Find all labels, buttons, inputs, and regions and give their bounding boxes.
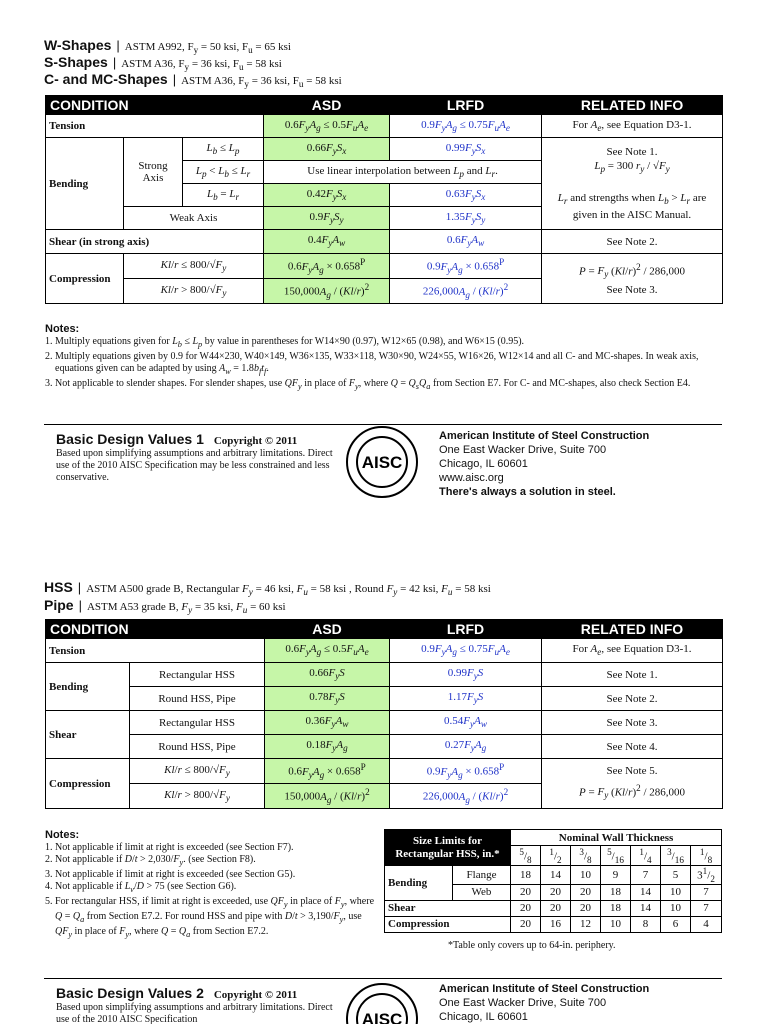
note-item: 3. Not applicable to slender shapes. For slender shapes, use $QF_y$ in place of $F_y$, where $Q = Q_sQ_a$ from Section E7. For C- and MC-shapes, also check Section E4. xyxy=(45,378,691,391)
col-condition: CONDITION xyxy=(46,96,264,115)
row-label: Tension xyxy=(46,639,265,663)
table-cell: 4 xyxy=(691,916,722,932)
header-title: Pipe xyxy=(44,597,74,613)
website-link[interactable]: www.aisc.org xyxy=(439,472,504,484)
condition-cell: Rectangular HSS xyxy=(130,663,265,687)
header-title: W-Shapes xyxy=(44,37,112,53)
table-cell: 14 xyxy=(631,884,661,900)
w-shapes-design-table xyxy=(45,95,723,304)
hss-design-table xyxy=(45,619,723,809)
condition-cell: $L_b \le L_p$ xyxy=(183,138,264,161)
lrfd-value: $1.17F_yS$ xyxy=(390,687,542,711)
related-info: See Note 3. xyxy=(542,711,723,735)
lrfd-value: $0.54F_yA_w$ xyxy=(390,711,542,735)
header-title: S-Shapes xyxy=(44,54,108,70)
note-item: 2. Not applicable if $D/t > 2,030/F_y$. (see Section F8). xyxy=(45,854,256,867)
condition-cell: $Kl/r > 800/√F_y$ xyxy=(130,784,265,809)
pipe-header: Pipe | ASTM A53 grade B, $F_y = 35$ ksi, $F_u = 60$ ksi xyxy=(44,597,286,616)
lrfd-value: $0.99F_yS_x$ xyxy=(390,138,542,161)
table-row xyxy=(385,900,722,916)
col-related-info: RELATED INFO xyxy=(542,96,723,115)
condition-cell: Round HSS, Pipe xyxy=(130,735,265,759)
header-spec: ASTM A36, $F_y = 36$ ksi, $F_u = 58$ ksi xyxy=(181,75,342,90)
row-label: Shear xyxy=(46,711,130,759)
table-cell: 20 xyxy=(571,884,601,900)
related-info: See Note 1. xyxy=(542,663,723,687)
thickness-group-header: Nominal Wall Thickness xyxy=(511,830,722,846)
table-row xyxy=(46,254,723,279)
table-row xyxy=(46,663,723,687)
table-row xyxy=(385,866,722,885)
col-lrfd: LRFD xyxy=(390,96,542,115)
related-info: See Note 1. $L_p = 300$ $r_y / √F_y$ $L_r$ and strengths when $L_b > L_r$ are given in the AISC Manual. xyxy=(542,138,723,230)
asd-value: $0.6F_yA_g \le 0.5F_uA_e$ xyxy=(265,639,390,663)
row-label: Bending xyxy=(385,866,453,901)
header-title: C- and MC-Shapes xyxy=(44,71,168,87)
sub-label: Web xyxy=(453,884,511,900)
related-info: $P = F_y$ $(Kl/r)^2 / 286,000$ See Note 3. xyxy=(542,254,723,304)
interpolation-note: Use linear interpolation between $L_p$ and $L_r$. xyxy=(264,161,542,184)
table-row xyxy=(46,115,723,138)
asd-value: $0.36F_yA_w$ xyxy=(265,711,390,735)
size-limits-title: Size Limits for Rectangular HSS, in.* xyxy=(385,830,511,866)
footer-contact xyxy=(439,429,649,499)
thickness-header: $^3/_8$ xyxy=(571,846,601,866)
table-cell: $3^1/_2$ xyxy=(691,866,722,885)
size-limits-footnote: *Table only covers up to 64-in. periphery. xyxy=(448,940,616,951)
note-item: 2. Multiply equations given by 0.9 for W44×230, W40×149, W36×135, W33×118, W30×90, W24×55, W16×26, W12×14 and all C- and MC-shapes. In weak axis, equations given can be adapted by using $A_w = 1.8b_ft_f$. xyxy=(45,351,699,376)
table-cell: 9 xyxy=(601,866,631,885)
w-shapes-notes xyxy=(45,323,725,393)
asd-value: $0.6F_yA_g \times 0.658^P$ xyxy=(264,254,390,279)
thickness-header: $^1/_8$ xyxy=(691,846,722,866)
table-cell: 18 xyxy=(601,900,631,916)
table-cell: 20 xyxy=(571,900,601,916)
lrfd-value: $0.9F_yA_g \le 0.75F_uA_e$ xyxy=(390,115,542,138)
condition-cell: Round HSS, Pipe xyxy=(130,687,265,711)
size-limits-table xyxy=(384,829,722,933)
note-item: 1. Not applicable if limit at right is exceeded (see Section F7). xyxy=(45,842,294,853)
lrfd-value: $0.99F_yS$ xyxy=(390,663,542,687)
table-cell: 14 xyxy=(631,900,661,916)
row-label: Shear (in strong axis) xyxy=(46,230,264,254)
svg-text:AISC: AISC xyxy=(361,453,403,472)
copyright: Copyright © 2011 xyxy=(213,435,298,447)
table-cell: 20 xyxy=(511,884,541,900)
related-info: For $A_e$, see Equation D3-1. xyxy=(542,115,723,138)
condition-cell: $Kl/r \le 800/√F_y$ xyxy=(130,759,265,784)
footer-body: Based upon simplifying assumptions and arbitrary limitations. Direct use of the 2010 AISC Specification may be less constrained and less conservative. xyxy=(56,448,333,483)
asd-value: $0.42F_yS_x$ xyxy=(264,184,390,207)
asd-value: $0.18F_yA_g$ xyxy=(265,735,390,759)
header-spec: ASTM A36, $F_y = 36$ ksi, $F_u = 58$ ksi xyxy=(121,58,282,73)
table-cell: 10 xyxy=(661,884,691,900)
col-lrfd: LRFD xyxy=(390,620,542,639)
table-cell: 18 xyxy=(601,884,631,900)
hss-header: HSS | ASTM A500 grade B, Rectangular $F_y = 46$ ksi, $F_u = 58$ ksi , Round $F_y = 42$ ksi, $F_u = 58$ ksi xyxy=(44,579,491,598)
table-cell: 10 xyxy=(601,916,631,932)
col-asd: ASD xyxy=(264,96,390,115)
note-item: 5. For rectangular HSS, if limit at right is exceeded, use $QF_y$ in place of $F_y$, where $Q = Q_a$ from Section E7.2. For round HSS and pipe with $D/t > 3,190/F_y$, use $QF_y$ in place of $F_y$, where $Q = Q_a$ from Section E7.2. xyxy=(45,896,375,939)
row-label: Compression xyxy=(46,759,130,809)
table-cell: 20 xyxy=(511,900,541,916)
asd-value: $0.78F_yS$ xyxy=(265,687,390,711)
table-cell: 20 xyxy=(541,884,571,900)
condition-cell: Rectangular HSS xyxy=(130,711,265,735)
table-row xyxy=(46,735,723,759)
thickness-header: $^1/_2$ xyxy=(541,846,571,866)
table-row xyxy=(46,138,723,161)
copyright: Copyright © 2011 xyxy=(213,989,298,1001)
c-shapes-header: C- and MC-Shapes | ASTM A36, $F_y = 36$ ksi, $F_u = 58$ ksi xyxy=(44,71,342,90)
s-shapes-header: S-Shapes | ASTM A36, $F_y = 36$ ksi, $F_u = 58$ ksi xyxy=(44,54,282,73)
lrfd-value: $0.6F_yA_w$ xyxy=(390,230,542,254)
lrfd-value: $0.63F_yS_x$ xyxy=(390,184,542,207)
lrfd-value: $0.9F_yA_g \times 0.658^P$ xyxy=(390,254,542,279)
header-title: HSS xyxy=(44,579,73,595)
table-cell: 18 xyxy=(511,866,541,885)
note-item: 4. Not applicable if $L_v/D > 75$ (see Section G6). xyxy=(45,881,237,894)
lrfd-value: $226,000A_g / (Kl/r)^2$ xyxy=(390,784,542,809)
lrfd-value: $226,000A_g / (Kl/r)^2$ xyxy=(390,279,542,304)
address-line: Chicago, IL 60601 xyxy=(439,1011,528,1023)
notes-title: Notes: xyxy=(45,323,80,335)
divider xyxy=(44,978,722,979)
header-spec: ASTM A53 grade B, $F_y = 35$ ksi, $F_u = 60$ ksi xyxy=(86,601,286,616)
org-name: American Institute of Steel Construction xyxy=(439,983,650,995)
table-cell: 12 xyxy=(571,916,601,932)
table-row xyxy=(46,230,723,254)
table-cell: 16 xyxy=(541,916,571,932)
svg-text:AISC: AISC xyxy=(361,1010,403,1024)
address-line: One East Wacker Drive, Suite 700 xyxy=(439,997,607,1009)
col-asd: ASD xyxy=(265,620,390,639)
address-line: Chicago, IL 60601 xyxy=(439,458,528,470)
row-label: Compression xyxy=(385,916,511,932)
table-row xyxy=(46,687,723,711)
hss-notes xyxy=(45,829,375,941)
table-cell: 7 xyxy=(691,884,722,900)
table-cell: 7 xyxy=(631,866,661,885)
related-info: See Note 5. $P = F_y$ $(Kl/r)^2 / 286,000$ xyxy=(542,759,723,809)
footer-title: Basic Design Values 2 xyxy=(56,987,204,1001)
asd-value: $0.66F_yS$ xyxy=(265,663,390,687)
thickness-header: $^5/_{16}$ xyxy=(601,846,631,866)
thickness-header: $^3/_{16}$ xyxy=(661,846,691,866)
table-cell: 14 xyxy=(541,866,571,885)
address-line: One East Wacker Drive, Suite 700 xyxy=(439,444,607,456)
footer-body: Based upon simplifying assumptions and arbitrary limitations. Direct use of the 2010 AISC Specification xyxy=(56,1002,333,1024)
lrfd-value: $0.9F_yA_g \le 0.75F_uA_e$ xyxy=(390,639,542,663)
row-label: Bending xyxy=(46,138,124,230)
table-cell: 20 xyxy=(541,900,571,916)
lrfd-value: $0.9F_yA_g \times 0.658^P$ xyxy=(390,759,542,784)
strong-axis-label: Strong Axis xyxy=(124,138,183,207)
row-label: Tension xyxy=(46,115,264,138)
asd-value: $0.6F_yA_g \le 0.5F_uA_e$ xyxy=(264,115,390,138)
col-condition: CONDITION xyxy=(46,620,265,639)
asd-value: $0.9F_yS_y$ xyxy=(264,207,390,230)
thickness-header: $^1/_4$ xyxy=(631,846,661,866)
row-label: Shear xyxy=(385,900,511,916)
asd-value: $150,000A_g / (Kl/r)^2$ xyxy=(265,784,390,809)
table-cell: 8 xyxy=(631,916,661,932)
condition-cell: $Kl/r \le 800/√F_y$ xyxy=(124,254,264,279)
lrfd-value: $1.35F_yS_y$ xyxy=(390,207,542,230)
col-related-info: RELATED INFO xyxy=(542,620,723,639)
condition-cell: $Kl/r > 800/√F_y$ xyxy=(124,279,264,304)
note-item: 3. Not applicable if limit at right is exceeded (see Section G5). xyxy=(45,869,296,880)
aisc-seal-logo xyxy=(345,425,419,499)
table-row xyxy=(385,916,722,932)
related-info: See Note 2. xyxy=(542,687,723,711)
table-cell: 20 xyxy=(511,916,541,932)
w-shapes-header: W-Shapes | ASTM A992, $F_y = 50$ ksi, $F_u = 65$ ksi xyxy=(44,37,291,56)
condition-cell: $L_b = L_r$ xyxy=(183,184,264,207)
sub-label: Flange xyxy=(453,866,511,885)
table-row xyxy=(46,711,723,735)
thickness-header: $^5/_8$ xyxy=(511,846,541,866)
asd-value: $150,000A_g / (Kl/r)^2$ xyxy=(264,279,390,304)
footer-description xyxy=(56,987,336,1024)
condition-cell: $L_p < L_b \le L_r$ xyxy=(183,161,264,184)
row-label: Bending xyxy=(46,663,130,711)
table-cell: 5 xyxy=(661,866,691,885)
footer-contact xyxy=(439,982,649,1024)
table-cell: 6 xyxy=(661,916,691,932)
table-cell: 7 xyxy=(691,900,722,916)
table-cell: 10 xyxy=(661,900,691,916)
row-label: Compression xyxy=(46,254,124,304)
table-row xyxy=(46,759,723,784)
header-spec: ASTM A500 grade B, Rectangular $F_y = 46$ ksi, $F_u = 58$ ksi , Round $F_y = 42$ ksi, $F_u = 58$ ksi xyxy=(86,583,491,598)
asd-value: $0.4F_yA_w$ xyxy=(264,230,390,254)
notes-title: Notes: xyxy=(45,829,80,841)
footer-title: Basic Design Values 1 xyxy=(56,431,204,447)
related-info: See Note 4. xyxy=(542,735,723,759)
related-info: For $A_e$, see Equation D3-1. xyxy=(542,639,723,663)
lrfd-value: $0.27F_yA_g$ xyxy=(390,735,542,759)
weak-axis-label: Weak Axis xyxy=(124,207,264,230)
table-row xyxy=(46,639,723,663)
header-spec: ASTM A992, $F_y = 50$ ksi, $F_u = 65$ ksi xyxy=(124,41,291,56)
asd-value: $0.6F_yA_g \times 0.658^P$ xyxy=(265,759,390,784)
tagline: There's always a solution in steel. xyxy=(439,486,616,498)
asd-value: $0.66F_yS_x$ xyxy=(264,138,390,161)
note-item: 1. Multiply equations given for $L_b \le L_p$ by value in parentheses for W14×90 (0.97), W12×65 (0.98), and W6×15 (0.95). xyxy=(45,336,525,349)
related-info: See Note 2. xyxy=(542,230,723,254)
table-cell: 10 xyxy=(571,866,601,885)
footer-description xyxy=(56,433,336,484)
org-name: American Institute of Steel Construction xyxy=(439,430,650,442)
aisc-seal-logo xyxy=(345,982,419,1024)
